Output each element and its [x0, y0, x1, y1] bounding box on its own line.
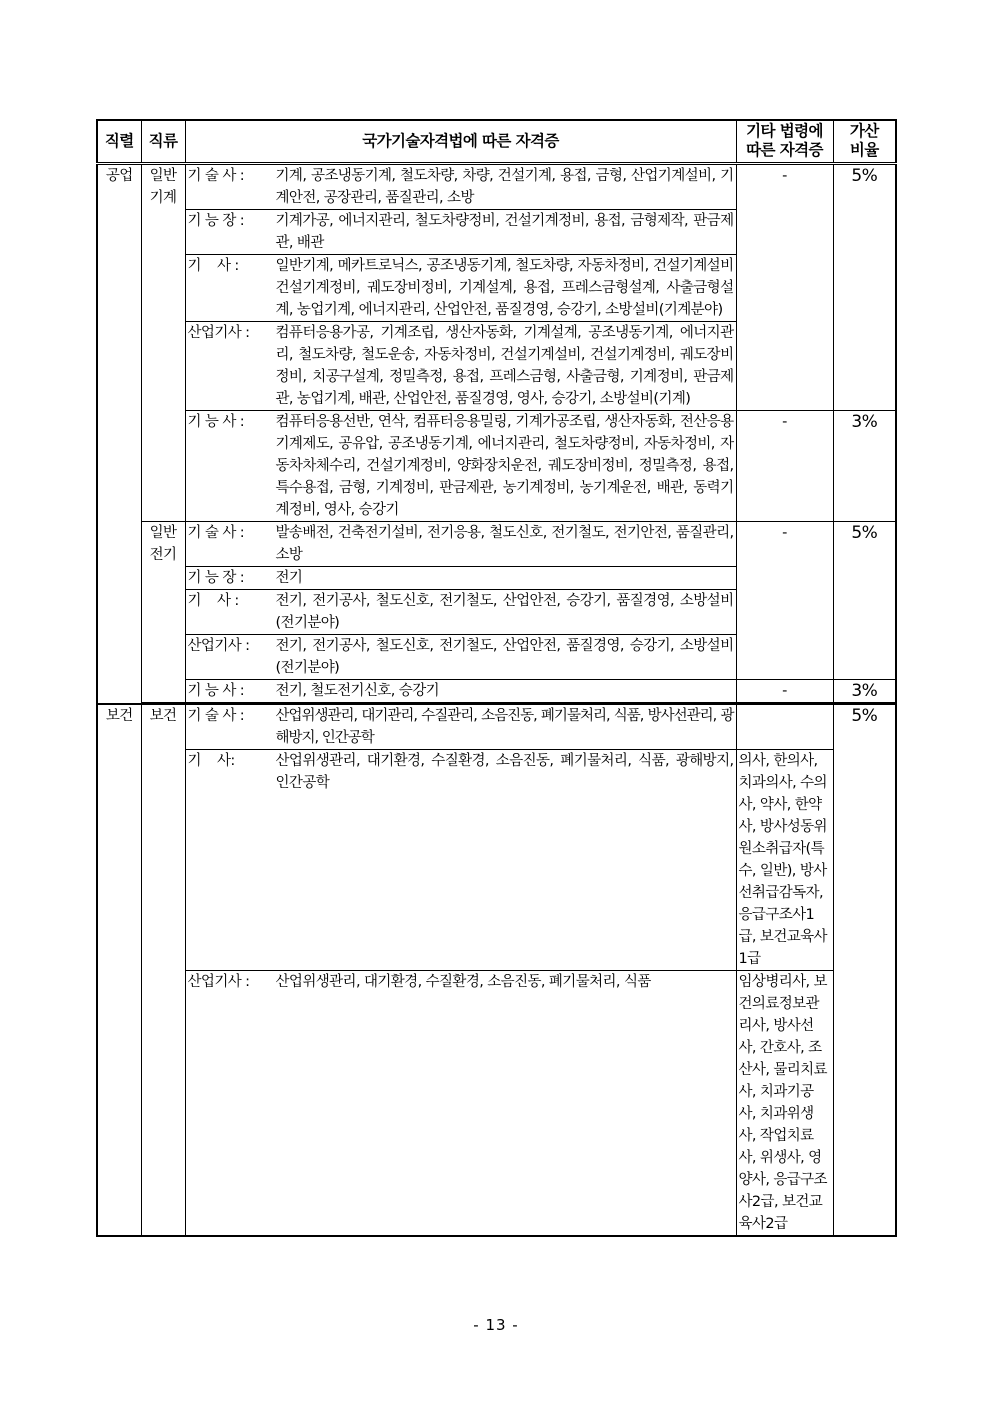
table-row: 산업기사 : 컴퓨터응용가공, 기계조립, 생산자동화, 기계설계, 공조냉동기계, 에너지관리, 철도차량, 철도운송, 자동차정비, 건설기계설비, 건설기계정비, 궤도장비정비, 치공구설계, 정밀측정, 용접, 프레스금형, 사출금형, 기계정비, 판금제관, 농업기계, 배관, 산업안전, 품질경영, 영사, 승강기, 소방설비(기계)	[185, 321, 736, 410]
other-cert-cell: -	[736, 679, 833, 702]
header-national-cert: 국가기술자격법에 따른 자격증	[185, 120, 736, 163]
class-general-machinery: 일반 기계	[141, 163, 185, 521]
table-row: 산업기사 : 전기, 전기공사, 철도신호, 전기철도, 산업안전, 품질경영, 승강기, 소방설비(전기분야)	[185, 634, 736, 679]
table-row: 기 술 사 : 기계, 공조냉동기계, 철도차량, 차량, 건설기계, 용접, 금형, 산업기계설비, 기계안전, 공장관리, 품질관리, 소방	[185, 163, 736, 209]
table-row: 기 사 : 일반기계, 메카트로닉스, 공조냉동기계, 철도차량, 자동차정비, 건설기계설비 건설기계정비, 궤도장비정비, 기계설계, 용접, 프레스금형설계, 사출금형설계, 농업기계, 에너지관리, 산업안전, 품질경영, 승강기, 소방설비(기계분야)	[185, 254, 736, 321]
series-health: 보건	[97, 704, 141, 1236]
table-row: 기 능 사 : 전기, 철도전기신호, 승강기	[185, 679, 736, 702]
bonus-rate-cell: 3%	[833, 679, 896, 702]
other-cert-cell: 임상병리사, 보건의료정보관리사, 방사선사, 간호사, 조산사, 물리치료사, 치과기공사, 치과위생사, 작업치료사, 위생사, 영양사, 응급구조사2급, 보건교육사2급	[736, 970, 833, 1236]
table-row: 산업기사 : 산업위생관리, 대기환경, 수질환경, 소음진동, 폐기물처리, 식품	[185, 970, 736, 1236]
header-other-cert: 기타 법령에 따른 자격증	[736, 120, 833, 163]
bonus-rate-cell: 3%	[833, 410, 896, 521]
header-class: 직류	[141, 120, 185, 163]
header-series: 직렬	[97, 120, 141, 163]
other-cert-cell: -	[736, 163, 833, 410]
bonus-rate-cell: 5%	[833, 521, 896, 679]
table-row: 기 술 사 : 산업위생관리, 대기관리, 수질관리, 소음진동, 폐기물처리, 식품, 방사선관리, 광해방지, 인간공학	[185, 704, 736, 750]
bonus-rate-cell: 5%	[833, 704, 896, 1236]
class-health: 보건	[141, 704, 185, 1236]
table-row: 기 사 : 전기, 전기공사, 철도신호, 전기철도, 산업안전, 승강기, 품질경영, 소방설비(전기분야)	[185, 589, 736, 634]
table-row: 기 능 장 : 기계가공, 에너지관리, 철도차량정비, 건설기계정비, 용접, 금형제작, 판금제관, 배관	[185, 209, 736, 254]
qualification-table	[96, 119, 897, 1237]
other-cert-cell: 의사, 한의사, 치과의사, 수의사, 약사, 한약사, 방사성동위원소취급자(특수, 일반), 방사선취급감독자, 응급구조사1급, 보건교육사1급	[736, 749, 833, 970]
table-row: 기 술 사 : 발송배전, 건축전기설비, 전기응용, 철도신호, 전기철도, 전기안전, 품질관리, 소방	[185, 521, 736, 566]
class-general-electric: 일반 전기	[141, 521, 185, 702]
other-cert-cell	[736, 704, 833, 750]
other-cert-cell: -	[736, 410, 833, 521]
bonus-rate-cell: 5%	[833, 163, 896, 410]
table-row: 기 능 장 : 전기	[185, 566, 736, 589]
table-row: 기 사: 산업위생관리, 대기환경, 수질환경, 소음진동, 폐기물처리, 식품, 광해방지, 인간공학	[185, 749, 736, 970]
table-row: 기 능 사 : 컴퓨터응용선반, 연삭, 컴퓨터응용밀링, 기계가공조립, 생산자동화, 전산응용기계제도, 공유압, 공조냉동기계, 에너지관리, 철도차량정비, 자동차정비, 자동차차체수리, 건설기계정비, 양화장치운전, 궤도장비정비, 정밀측정, 용접, 특수용접, 금형, 기계정비, 판금제관, 농기계정비, 농기계운전, 배관, 동력기계정비, 영사, 승강기	[185, 410, 736, 521]
other-cert-cell: -	[736, 521, 833, 679]
header-bonus-rate: 가산 비율	[833, 120, 896, 163]
page-number: - 13 -	[473, 1316, 519, 1334]
series-industrial: 공업	[97, 163, 141, 704]
